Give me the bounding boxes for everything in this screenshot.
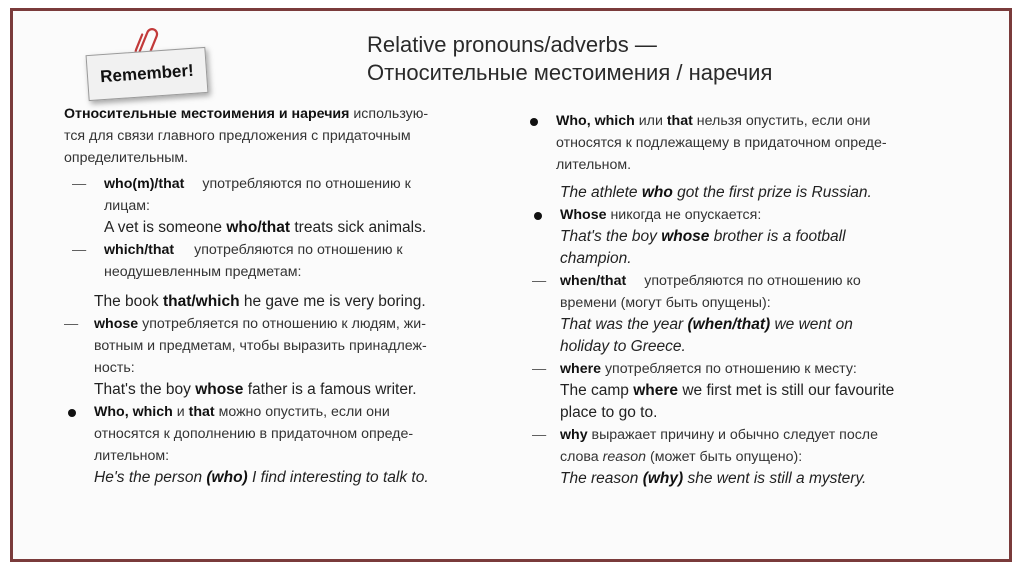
dash-icon: — bbox=[64, 316, 79, 332]
title-line-english: Relative pronouns/adverbs — bbox=[367, 32, 657, 57]
rule-which bbox=[64, 239, 504, 313]
example: That was the year (when/that) we went on bbox=[560, 316, 853, 333]
example: The book that/which he gave me is very boring. bbox=[94, 293, 426, 310]
rule-desc-2: неодушевленным предметам: bbox=[104, 264, 302, 280]
dash-icon: — bbox=[532, 273, 547, 289]
intro-bold: Относительные местоимения и наречия bbox=[64, 106, 350, 122]
dash-icon: — bbox=[72, 242, 87, 258]
rule-desc-3: ность: bbox=[94, 360, 135, 376]
rule-when: — when/that употребляются по отношению ко времени (могут быть опущены): That was the year (when/that) we went on holiday to Greece. bbox=[530, 270, 950, 358]
rule-whose-never: Whose никогда не опускается: That's the boy whose brother is a football champion. bbox=[530, 204, 950, 270]
intro-line-1 bbox=[64, 103, 504, 125]
example-cont: place to go to. bbox=[560, 404, 658, 421]
bullet-icon bbox=[68, 409, 76, 417]
dash-icon: — bbox=[532, 361, 547, 377]
rule-cannot-omit: Who, which или that нельзя опустить, если они относятся к подлежащему в придаточном опреде- лительном. The athlete who got the first prize is Russian. bbox=[530, 110, 950, 204]
right-column bbox=[530, 110, 950, 490]
rule-can-omit: Who, which и that можно опустить, если они относятся к дополнению в придаточном опреде- лительном: He's the person (who) I find interesting to talk to. bbox=[64, 401, 504, 489]
rule-desc: употребляется по отношению к людям, жи- bbox=[138, 316, 426, 332]
example: That's the boy whose brother is a football bbox=[560, 228, 846, 245]
intro-line-2: тся для связи главного предложения с придаточным bbox=[64, 128, 411, 144]
intro-rest: использую- bbox=[349, 106, 429, 122]
rule-desc: употребляются по отношению к bbox=[194, 242, 403, 258]
example: The reason (why) she went is still a mystery. bbox=[560, 470, 867, 487]
intro-line-3: определительным. bbox=[64, 150, 189, 166]
rule-desc-2: времени (могут быть опущены): bbox=[560, 295, 771, 311]
example: A vet is someone who/that treats sick animals. bbox=[104, 219, 427, 236]
rule-desc-2: лицам: bbox=[104, 198, 150, 214]
bullet-icon bbox=[534, 212, 542, 220]
rule-term: who(m)/that bbox=[104, 176, 185, 192]
rule-desc-3: лительном: bbox=[94, 448, 170, 464]
sticker-label: Remember! bbox=[99, 60, 195, 87]
rule-where: — where употребляется по отношению к месту: The camp where we first met is still our favourite place to go to. bbox=[530, 358, 950, 424]
rule-desc-2: вотным и предметам, чтобы выразить принадлеж- bbox=[94, 338, 427, 354]
rule-desc-2: относятся к подлежащему в придаточном опреде- bbox=[556, 135, 887, 151]
rule-term: whose bbox=[94, 316, 139, 332]
example: That's the boy whose father is a famous writer. bbox=[94, 381, 417, 398]
example: The camp where we first met is still our favourite bbox=[560, 382, 895, 399]
example: He's the person (who) I find interesting to talk to. bbox=[94, 469, 429, 486]
dash-icon: — bbox=[532, 427, 547, 443]
rule-desc-2: относятся к дополнению в придаточном опреде- bbox=[94, 426, 414, 442]
left-column bbox=[64, 103, 504, 489]
bullet-icon bbox=[530, 118, 538, 126]
dash-icon: — bbox=[72, 176, 87, 192]
example-cont: champion. bbox=[560, 250, 632, 267]
page-title bbox=[367, 31, 772, 87]
remember-sticker bbox=[86, 47, 209, 101]
rule-who bbox=[64, 173, 504, 239]
rule-desc-3: лительном. bbox=[556, 157, 632, 173]
title-line-russian: Относительные местоимения / наречия bbox=[367, 60, 773, 85]
example: The athlete who got the first prize is Russian. bbox=[560, 184, 872, 201]
rule-term: which/that bbox=[104, 242, 175, 258]
rule-desc: употребляются по отношению к bbox=[202, 176, 411, 192]
rule-why: — why выражает причину и обычно следует после слова reason (может быть опущено): The reason (why) she went is still a mystery. bbox=[530, 424, 950, 490]
rule-desc-2: слова reason (может быть опущено): bbox=[560, 449, 803, 465]
rule-whose bbox=[64, 313, 504, 401]
example-cont: holiday to Greece. bbox=[560, 338, 686, 355]
